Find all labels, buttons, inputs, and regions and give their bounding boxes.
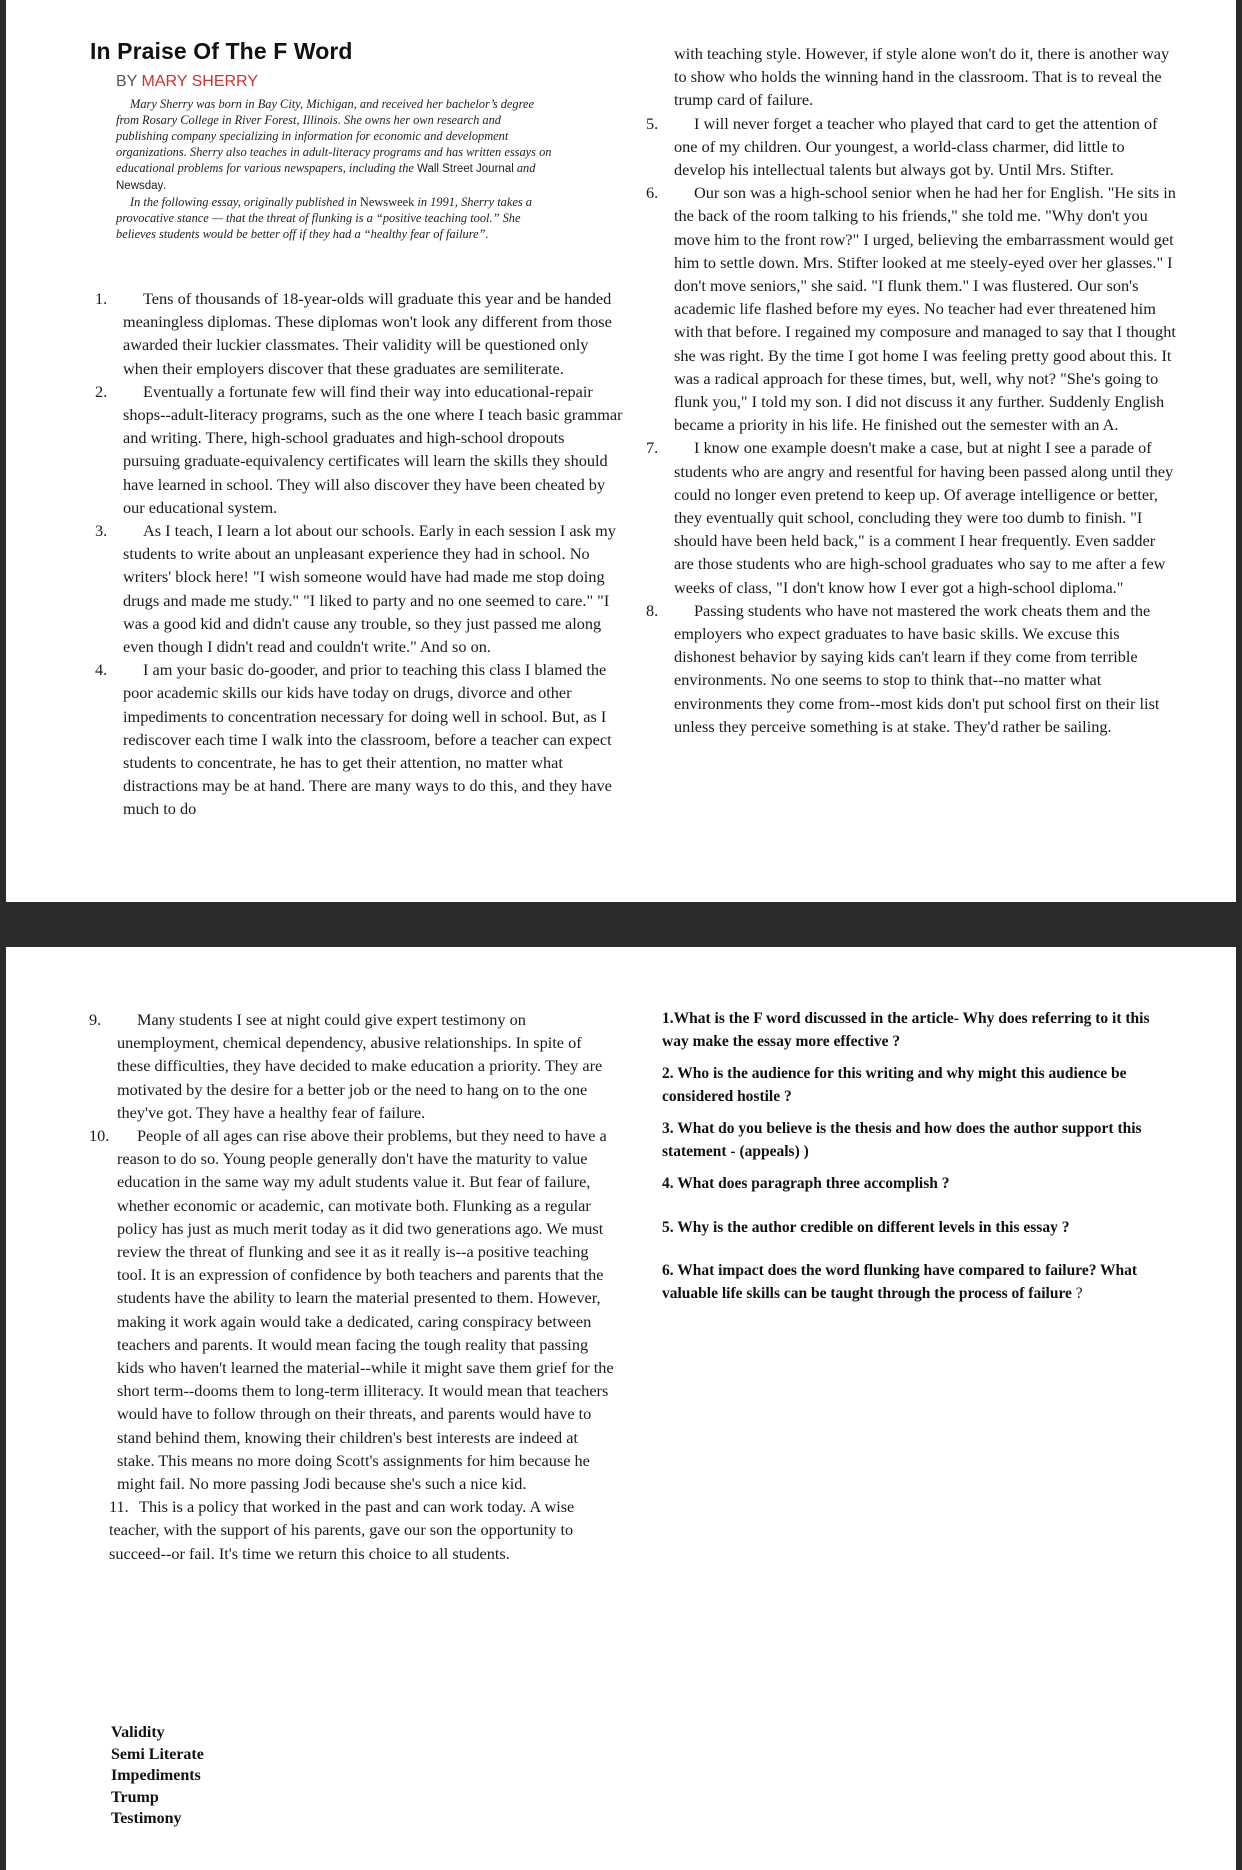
intro-bio: Mary Sherry was born in Bay City, Michigan, and received her bachelor’s degree from Rosary College in River Forest, Illinois. She owns her own research and publishing company specializing in information for economic and development organizations. Sherry also teaches in adult-literacy programs and has written essays on educational problems for various newspapers, including the Wall Street Journal and Newsday. bbox=[116, 97, 552, 192]
paragraph: 4. I am your basic do-gooder, and prior to teaching this class I blamed the poor academic skills our kids have today on drugs, divorce and other impediments to concentration necessary for doing well in school. But, as I rediscover each time I walk into the classroom, before a teacher can expect students to concentrate, he has to get their attention, no matter what distractions may be at hand. There are many ways to do this, and they have much to do bbox=[95, 660, 612, 819]
paragraph: 8. Passing students who have not mastered the work cheats them and the employers who expect graduates to have basic skills. We excuse this dishonest behavior by saying kids can't learn if they come from terrible environments. No one seems to stop to think that--no matter what environments they come from--most kids don't put school first on their list unless they perceive something is at stake. They'd rather be sailing. bbox=[646, 600, 1160, 736]
left-column bbox=[95, 287, 623, 821]
question: 2. Who is the audience for this writing and why might this audience be considered hostile ? bbox=[662, 1065, 1127, 1105]
author-name: MARY SHERRY bbox=[141, 73, 258, 90]
question: 1.What is the F word discussed in the article- Why does referring to it this way make the essay more effective ? bbox=[662, 1010, 1150, 1050]
paragraph: 1. Tens of thousands of 18-year-olds will graduate this year and be handed meaningless diplomas. These diplomas won't look any different from those awarded their luckier classmates. Their validity will be questioned only when their employers discover that these graduates are semiliterate. bbox=[95, 289, 612, 378]
page-two bbox=[6, 947, 1236, 1870]
question: 3. What do you believe is the thesis and how does the author support this statement - (appeals) ) bbox=[662, 1120, 1142, 1160]
vocabulary-term: Testimony bbox=[111, 1810, 182, 1827]
byline bbox=[116, 73, 258, 91]
essay-title: In Praise Of The F Word bbox=[90, 38, 353, 64]
vocabulary-term: Semi Literate bbox=[111, 1745, 204, 1763]
paragraph: 7. I know one example doesn't make a case, but at night I see a parade of students who are angry and resentful for having been passed along until they could no longer even pretend to keep up. Of average intelligence or better, they eventually quit school, concluding they were too dumb to finish. "I should have been held back," is a comment I hear frequently. Even sadder are those students who are high-school graduates who say to me after a few weeks of class, "I don't know how I ever got a high-school diploma." bbox=[646, 438, 1174, 597]
paragraph: 10. People of all ages can rise above their problems, but they need to have a reason to do so. Young people generally don't have the maturity to value education in the same way my adult students value it. But fear of failure, whether economic or academic, can motivate both. Flunking as a regular policy has just as much merit today as it did two generations ago. We must review the threat of flunking and see it as it really is--a positive teaching tool. It is an expression of confidence by both teachers and parents that the students have the ability to learn the material presented to them. However, making it work again would take a dedicated, caring conspiracy between teachers and parents. It would mean facing the tough reality that passing kids who haven't learned the material--while it might save them grief for the short term--dooms them to long-term illiteracy. It would mean that teachers would have to follow through on their threats, and parents would have to stand behind them, knowing their children's best interests are indeed at stake. This means no more doing Scott's assignments for him because he might fail. No more passing Jodi because she's such a nice kid. bbox=[89, 1126, 614, 1494]
paragraph: 9. Many students I see at night could give expert testimony on unemployment, chemical dependency, abusive relationships. In spite of these difficulties, they have decided to make education a priority. They are motivated by the desire for a better job or the need to hang on to the one they've got. They have a healthy fear of failure. bbox=[89, 1010, 603, 1122]
discussion-questions bbox=[662, 1008, 1162, 1305]
paragraph: 5. I will never forget a teacher who played that card to get the attention of one of my children. Our youngest, a world-class charmer, did little to develop his intellectual talents but always got by. Until Mrs. Stifter. bbox=[646, 113, 1158, 180]
author-intro bbox=[116, 96, 556, 242]
page-one bbox=[6, 0, 1236, 902]
vocabulary-term: Impediments bbox=[111, 1767, 201, 1784]
vocabulary-list bbox=[111, 1722, 411, 1830]
paragraph: 2. Eventually a fortunate few will find their way into educational-repair shops--adult-literacy programs, such as the one where I teach basic grammar and writing. There, high-school graduates and high-school dropouts pursuing graduate-equivalency certificates will learn the skills they should have learned in school. They will also discover they have been cheated by our educational system. bbox=[95, 381, 623, 517]
question: 4. What does paragraph three accomplish ? bbox=[662, 1175, 950, 1192]
question: 5. Why is the author credible on different levels in this essay ? bbox=[662, 1218, 1070, 1236]
left-column bbox=[89, 1008, 619, 1565]
paragraph: 3. As I teach, I learn a lot about our schools. Early in each session I ask my students to write about an unpleasant experience they had in school. No writers' block here! "I wish someone would have had made me stop doing drugs and made me study." "I liked to party and no one seemed to care." "I was a good kid and didn't cause any trouble, so they just passed me along even though I didn't read and couldn't write." And so on. bbox=[95, 521, 616, 657]
question: 6. What impact does the word flunking have compared to failure? What valuable life skills can be taught through the process of failure ? bbox=[662, 1262, 1138, 1302]
vocabulary-term: Trump bbox=[111, 1788, 159, 1806]
right-column bbox=[646, 42, 1176, 738]
paragraph-continued: with teaching style. However, if style alone won't do it, there is another way to show who holds the winning hand in the classroom. That is to reveal the trump card of failure. bbox=[674, 44, 1170, 110]
byline-prefix: BY bbox=[116, 73, 142, 90]
paragraph: 6. Our son was a high-school senior when he had her for English. "He sits in the back of the room talking to his friends," she told me. "Why don't you move him to the front row?" I urged, believing the embarrassment would get him to settle down. Mrs. Stifter looked at me steely-eyed over her glasses." I don't move seniors," she said. "I flunk them." I was flustered. Our son's academic life flashed before my eyes. No teacher had ever threatened him with that before. I regained my composure and managed to say that I thought she was right. By the time I got home I was feeling pretty good about this. It was a radical approach for these times, but, well, why not? "She's going to flunk you," I told my son. I did not discuss it any further. Suddenly English became a priority in his life. He finished out the semester with an A. bbox=[646, 183, 1176, 435]
vocabulary-term: Validity bbox=[111, 1724, 165, 1741]
paragraph: 11. This is a policy that worked in the past and can work today. A wise teacher, with the support of his parents, gave our son the opportunity to succeed--or fail. It's time we return this choice to all students. bbox=[109, 1497, 575, 1563]
intro-essay: In the following essay, originally published in Newsweek in 1991, Sherry takes a provocative stance — that the threat of flunking is a “positive teaching tool.” She believes students would be better off if they had a “healthy fear of failure”. bbox=[116, 195, 532, 241]
